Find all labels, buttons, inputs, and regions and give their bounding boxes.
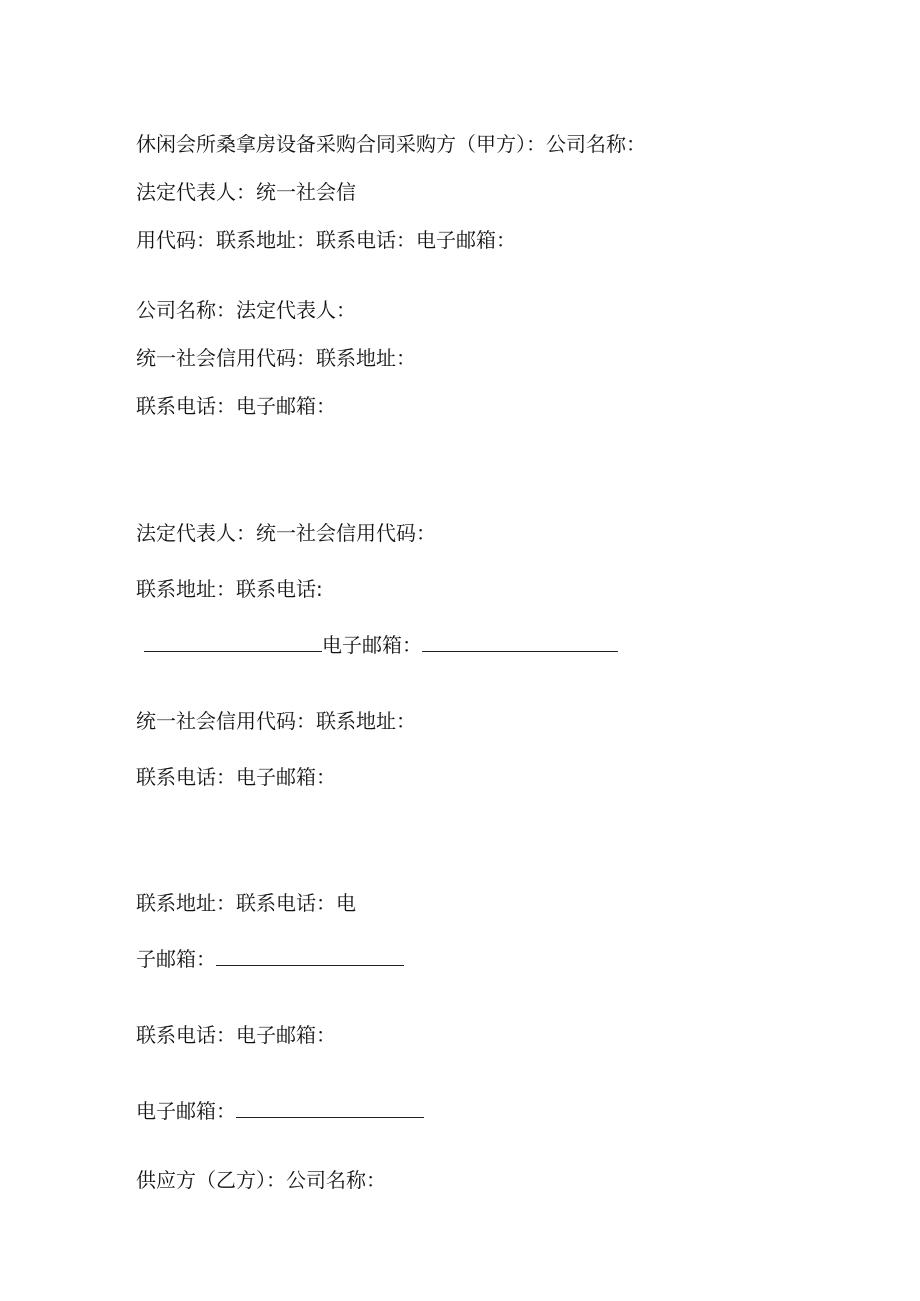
text: 统一社会信用代码：联系地址： bbox=[136, 709, 416, 733]
blank-field bbox=[144, 633, 322, 652]
line-address-phone bbox=[136, 576, 323, 602]
line-credit-code-contacts bbox=[136, 227, 516, 253]
text: 用代码：联系地址：联系电话：电子邮箱： bbox=[136, 228, 516, 252]
text: 联系电话：电子邮箱： bbox=[136, 394, 336, 418]
text: 联系地址：联系电话：电 bbox=[136, 891, 356, 915]
text: 联系地址：联系电话: bbox=[136, 577, 323, 601]
line-credit-code-address-2 bbox=[136, 708, 416, 734]
blank-field bbox=[236, 1099, 424, 1118]
line-credit-code-address bbox=[136, 345, 416, 371]
line-phone-email bbox=[136, 393, 336, 419]
blank-field bbox=[216, 947, 404, 966]
text: 子邮箱： bbox=[136, 947, 216, 971]
line-email-blank-2 bbox=[136, 1098, 424, 1124]
text: 休闲会所桑拿房设备采购合同采购方（甲方）：公司名称： bbox=[136, 132, 646, 156]
line-company-legal-rep bbox=[136, 297, 356, 323]
text: 法定代表人：统一社会信 bbox=[136, 180, 356, 204]
text: 统一社会信用代码：联系地址： bbox=[136, 346, 416, 370]
blank-field bbox=[422, 633, 618, 652]
text: 公司名称：法定代表人： bbox=[136, 298, 356, 322]
line-supplier-company bbox=[136, 1167, 386, 1193]
line-phone-email-3 bbox=[136, 1022, 336, 1048]
line-address-phone-2 bbox=[136, 890, 356, 916]
line-phone-email-2 bbox=[136, 764, 336, 790]
text: 电子邮箱： bbox=[136, 1099, 236, 1123]
line-legal-rep bbox=[136, 179, 356, 205]
text: 供应方（乙方）：公司名称： bbox=[136, 1168, 386, 1192]
line-blank-email bbox=[144, 632, 618, 658]
text: 电子邮箱： bbox=[322, 633, 422, 657]
header-line-buyer-company bbox=[136, 131, 646, 157]
text: 法定代表人：统一社会信用代码： bbox=[136, 521, 436, 545]
text: 联系电话：电子邮箱： bbox=[136, 765, 336, 789]
line-legal-rep-credit-code bbox=[136, 520, 436, 546]
line-email-blank bbox=[136, 946, 404, 972]
text: 联系电话：电子邮箱： bbox=[136, 1023, 336, 1047]
